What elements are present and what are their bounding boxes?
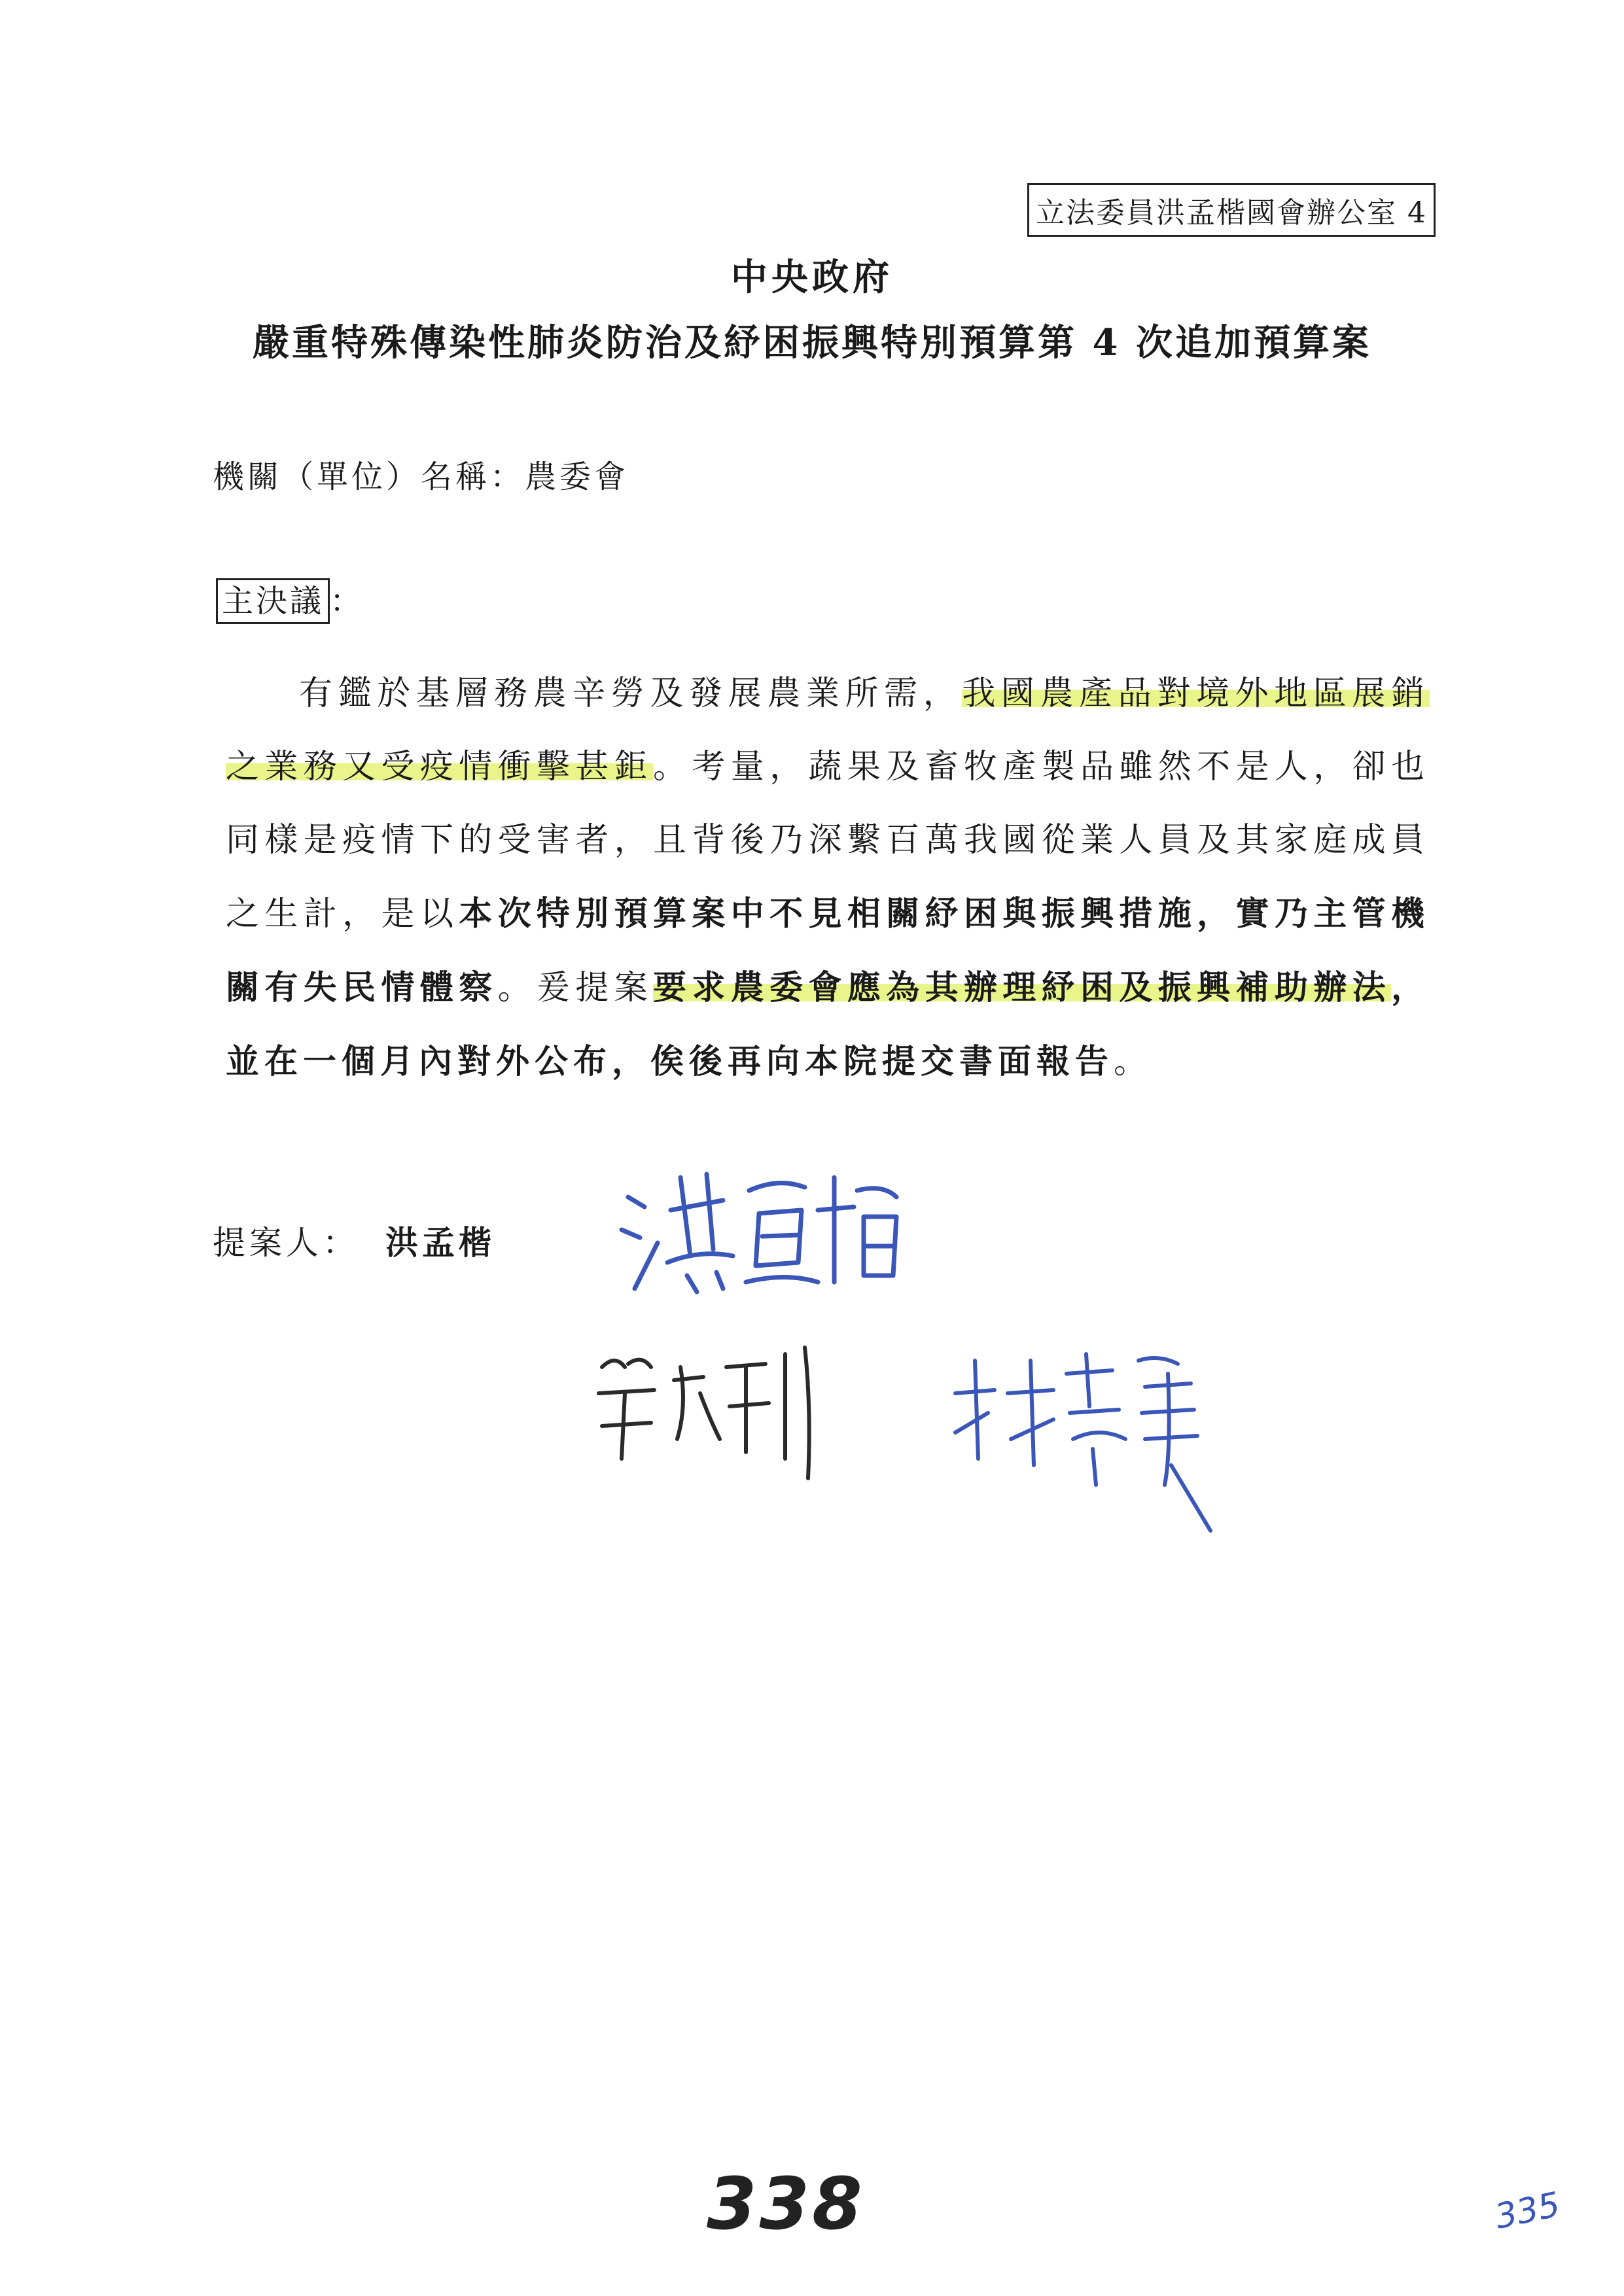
body-bold-highlight: 要求農委會應為其辦理紓困及振興補助辦法 (653, 968, 1391, 1007)
document-title: 中央政府 (731, 256, 893, 299)
resolution-heading (216, 576, 364, 621)
signature-2 (589, 1328, 864, 1485)
body-part-1: 有鑑於基層務農辛勞及發展農業所需， (299, 674, 962, 713)
agency-line (213, 451, 629, 496)
body-part-8: 。 (1114, 1043, 1153, 1081)
resolution-colon: ： (330, 583, 364, 619)
body-bold-2: ，並在一個月內對外公布，俟後再向本院提交書面報告 (226, 968, 1430, 1081)
resolution-body (226, 657, 1430, 1099)
page-number: 338 (707, 2162, 865, 2246)
body-part-3: 。考量，蔬果及畜牧產製品雖然不是人，卻也同樣是疫情下的受害者，且背後乃深繫百萬我國從業人員及其家庭成員之生計，是以 (226, 748, 1430, 933)
body-bold-1: 本次特別預算案中不見相關紓困與振興措施，實乃主管機關有失民情體察 (226, 894, 1430, 1007)
document-subtitle: 嚴重特殊傳染性肺炎防治及紓困振興特別預算第 4 次追加預算案 (253, 321, 1371, 364)
proposer-line (213, 1217, 495, 1264)
signature-1 (609, 1151, 909, 1302)
body-highlight-1: 我國農產品對境外地區展銷之業務又受疫情衝擊甚鉅 (226, 674, 1430, 786)
proposer-name: 洪孟楷 (385, 1223, 495, 1262)
secondary-page-number: 335 (1491, 2185, 1564, 2237)
body-part-5: 。爰提案 (497, 969, 654, 1007)
office-stamp-box: 立法委員洪孟楷國會辦公室 4 (1027, 183, 1436, 237)
signature-3 (942, 1334, 1256, 1544)
proposer-label: 提案人： (213, 1224, 359, 1262)
agency-value: 農委會 (525, 459, 629, 495)
agency-label: 機關（單位）名稱： (213, 459, 525, 495)
resolution-label: 主決議 (216, 578, 330, 624)
